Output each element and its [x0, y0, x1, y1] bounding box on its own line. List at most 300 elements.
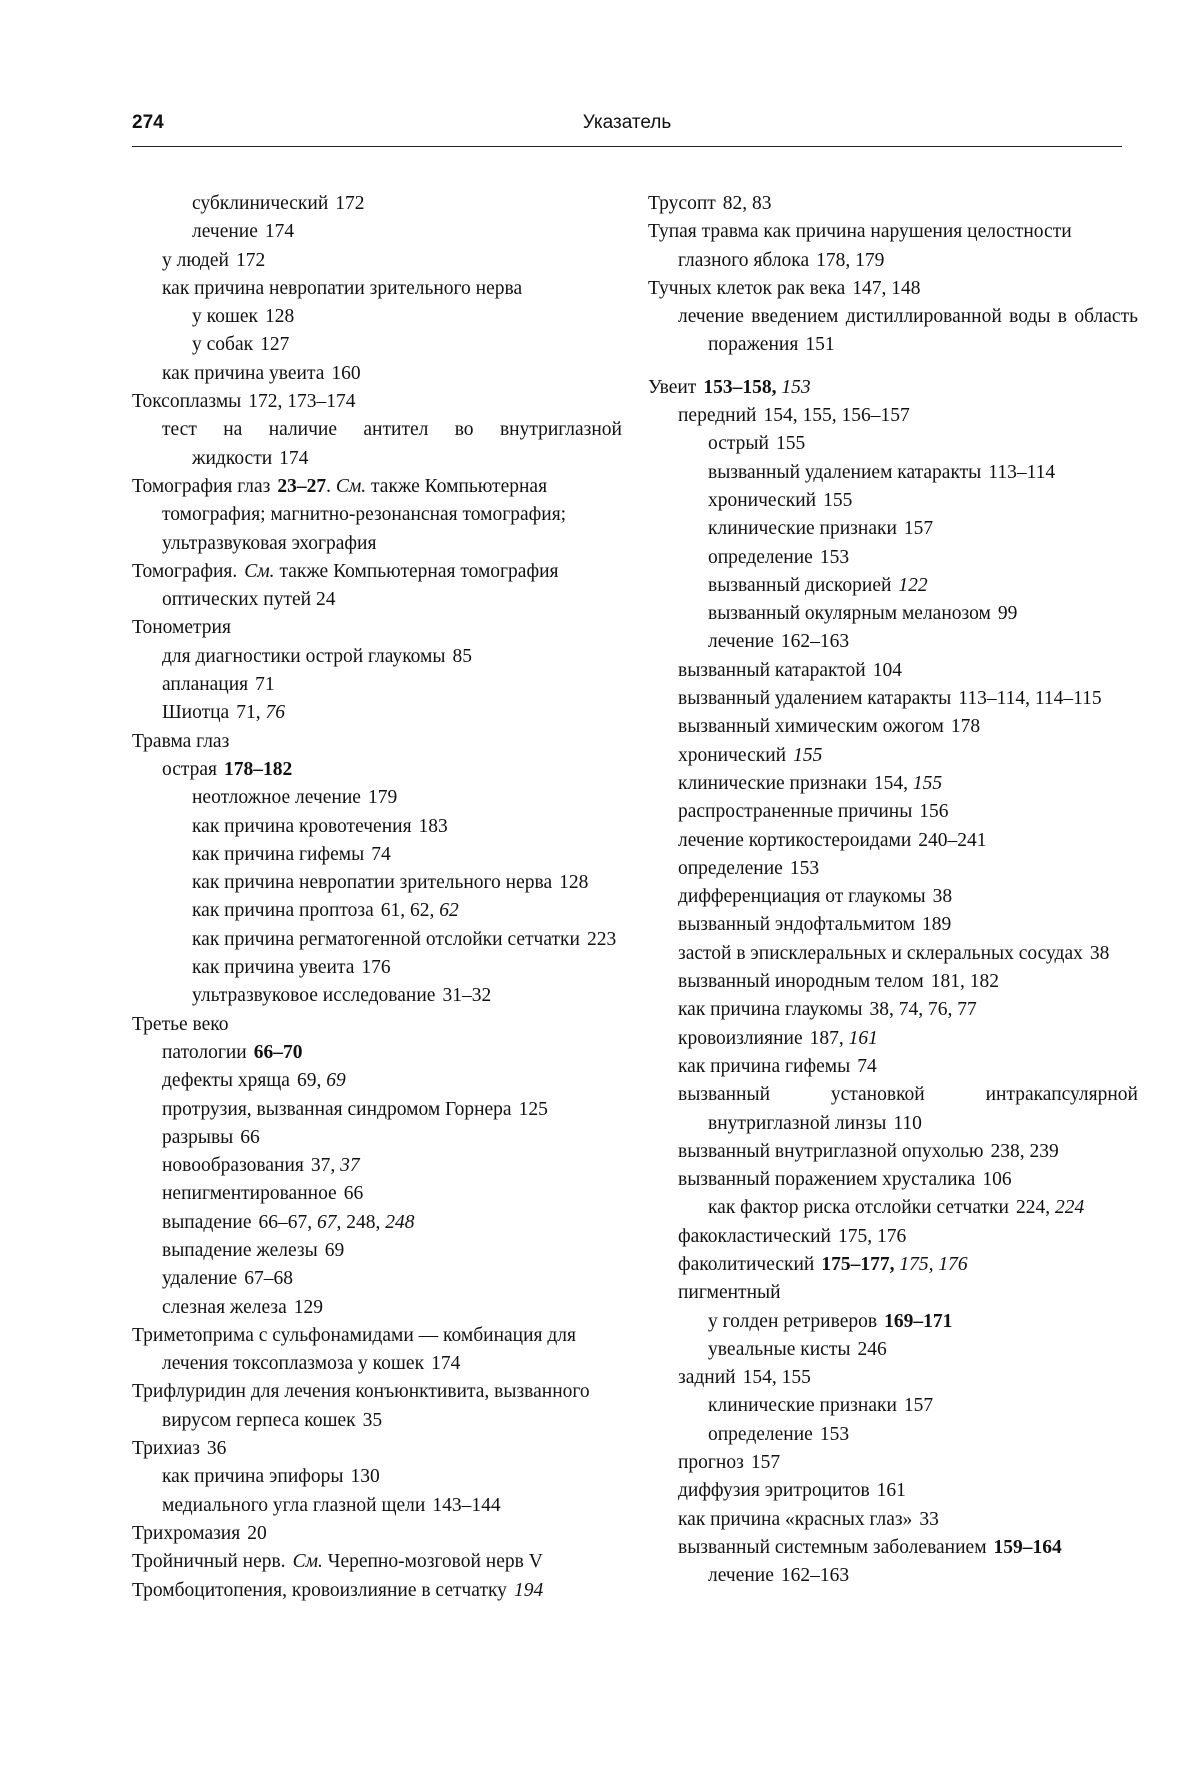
page-ref: 223 — [586, 928, 617, 950]
index-entry — [648, 883, 1138, 911]
page-ref: 178 — [950, 716, 981, 738]
page-ref: 155 — [823, 489, 853, 511]
index-entry — [648, 1477, 1138, 1505]
page-ref: 153–158, — [703, 376, 777, 398]
page-references — [519, 1099, 548, 1120]
index-entry — [132, 1124, 622, 1152]
index-term: Увеит — [648, 376, 697, 398]
page-references — [255, 674, 275, 695]
index-term: как причина невропатии зрительного нерва — [162, 277, 523, 299]
index-term: вызванный внутриглазной опухолью — [678, 1140, 984, 1162]
page-ref: 151 — [805, 334, 835, 356]
index-entry — [132, 1548, 622, 1576]
index-entry — [648, 402, 1138, 430]
index-entry — [132, 699, 622, 727]
page-references — [874, 773, 942, 794]
page-ref: 129 — [293, 1296, 324, 1318]
page-ref: 156 — [919, 801, 949, 823]
page-ref: 175, 176 — [899, 1253, 968, 1275]
page-ref: 69 — [326, 1070, 346, 1092]
page-ref: 127 — [260, 334, 290, 356]
index-term: Тучных клеток рак века — [648, 277, 846, 299]
page-references — [982, 1169, 1011, 1190]
page-references — [351, 1466, 380, 1487]
index-term: распространенные причины — [678, 801, 913, 823]
page-references — [325, 1240, 345, 1261]
page-references — [703, 377, 810, 398]
index-term: как причина кровотечения — [192, 815, 412, 837]
page-ref: 37 — [340, 1155, 360, 1177]
page-ref: 67 — [317, 1211, 337, 1233]
index-term: Тупая травма как причина нарушения целостности глазного яблока — [648, 221, 1072, 271]
index-term: патологии — [162, 1041, 247, 1063]
page-references — [368, 787, 397, 808]
index-term: застой в эписклеральных и склеральных сосудах — [678, 942, 1083, 964]
index-entry — [648, 1562, 1138, 1590]
index-entry — [648, 1025, 1138, 1053]
page-ref: 74 — [857, 1055, 877, 1077]
page-references — [559, 872, 588, 893]
page-ref: 246 — [857, 1338, 887, 1360]
page-references — [371, 844, 391, 865]
page-ref: 153 — [789, 857, 820, 879]
index-entry — [132, 982, 622, 1010]
page-references — [297, 1070, 346, 1091]
page-ref: 174 — [279, 447, 309, 469]
page-references — [838, 1226, 906, 1247]
index-term: кровоизлияние — [678, 1027, 803, 1049]
index-term: вызванный удалением катаракты — [708, 461, 982, 483]
page-ref: 178, 179 — [816, 249, 885, 271]
index-term: Триметоприма с сульфонамидами — комбинация для лечения токсоплазмоза у кошек — [132, 1324, 577, 1375]
page-references — [805, 334, 834, 355]
index-term: Трихиаз — [132, 1438, 200, 1460]
page-references — [898, 575, 927, 596]
page-references — [904, 518, 933, 539]
page-references — [265, 306, 294, 327]
index-entry — [648, 742, 1138, 770]
page-ref: 183 — [418, 815, 448, 837]
section-gap — [648, 360, 1138, 374]
page-ref: 128 — [559, 872, 589, 894]
index-term: Травма глаз — [132, 730, 230, 752]
page-ref: , 248, — [336, 1211, 386, 1233]
index-entry — [132, 1067, 622, 1095]
page-ref: 189 — [921, 914, 952, 936]
index-term: тест на наличие антител во внутриглазной жидкости — [162, 419, 622, 469]
index-entry — [648, 430, 1138, 458]
index-entry — [132, 190, 622, 218]
index-term: острая — [162, 758, 218, 780]
page-ref: 66 — [343, 1183, 364, 1205]
page-ref: См. — [292, 1551, 323, 1573]
page-references — [751, 1452, 780, 1473]
index-entry — [648, 1081, 1138, 1138]
page-references — [259, 1212, 415, 1233]
index-term: определение — [708, 1423, 813, 1445]
index-entry — [132, 1577, 622, 1605]
index-term: ультразвуковое исследование — [192, 985, 436, 1007]
index-entry — [132, 275, 622, 303]
index-entry — [648, 1449, 1138, 1477]
index-term: как причина увеита — [192, 957, 355, 979]
index-term: вызванный поражением хрусталика — [678, 1169, 976, 1191]
page-ref: 172, 173–174 — [248, 391, 356, 413]
index-term: апланация — [162, 674, 249, 696]
page-ref: 154, 155, 156–157 — [763, 405, 910, 427]
page-ref: 74 — [371, 843, 391, 865]
page-references — [857, 1339, 886, 1360]
page-ref: 187, — [809, 1027, 849, 1049]
index-entry — [648, 1364, 1138, 1392]
index-term: острый — [708, 433, 769, 455]
page-ref: 66 — [240, 1126, 260, 1148]
index-term: новообразования — [162, 1155, 304, 1177]
page-ref: 23–27 — [277, 475, 327, 497]
page-ref: 36 — [206, 1438, 227, 1460]
index-term: как причина «красных глаз» — [678, 1508, 913, 1530]
page-references — [820, 547, 849, 568]
page-ref: 38 — [1089, 942, 1110, 964]
page-references — [224, 759, 292, 780]
page-ref: 61, 62, — [380, 900, 440, 922]
index-term: лечение — [708, 631, 774, 653]
page-references — [587, 929, 616, 950]
index-term: для диагностики острой глаукомы — [162, 645, 446, 667]
page-ref: 161 — [876, 1480, 906, 1502]
page-references — [877, 1480, 906, 1501]
page-references — [958, 688, 1101, 709]
page-ref: 238, 239 — [990, 1140, 1059, 1162]
index-term: у кошек — [192, 306, 259, 328]
page-references — [244, 1268, 293, 1289]
index-term: неотложное лечение — [192, 787, 361, 809]
index-entry — [648, 1421, 1138, 1449]
page-ref: 181, 182 — [930, 971, 1000, 993]
page-ref: 38 — [932, 886, 953, 908]
page-references — [990, 1141, 1058, 1162]
index-term: как причина невропатии зрительного нерва — [192, 872, 553, 894]
index-entry — [648, 1166, 1138, 1194]
page-ref: 122 — [898, 574, 928, 596]
page-ref: 172 — [335, 193, 365, 214]
index-term: определение — [708, 546, 813, 568]
index-entry — [648, 544, 1138, 572]
index-entry — [132, 671, 622, 699]
index-term: удаление — [162, 1268, 238, 1290]
page-references — [904, 1395, 933, 1416]
index-term: как причина гифемы — [192, 843, 365, 865]
page-ref: 169–171 — [884, 1310, 953, 1332]
page-ref: См. — [244, 560, 275, 582]
page-references — [793, 745, 822, 766]
index-entry — [132, 1237, 622, 1265]
page-references — [248, 391, 355, 412]
index-term: вызванный установкой интракапсулярной внутриглазной линзы — [678, 1084, 1138, 1134]
page-ref: 128 — [265, 306, 295, 328]
page-references — [442, 985, 491, 1006]
page-references — [331, 363, 360, 384]
index-entry — [648, 798, 1138, 826]
page-ref: 99 — [997, 603, 1018, 625]
page-references — [293, 1551, 543, 1572]
index-entry — [648, 1392, 1138, 1420]
running-title: Указатель — [582, 112, 672, 133]
page-header — [132, 110, 1122, 147]
page-ref: 110 — [893, 1112, 922, 1134]
page-ref: 157 — [750, 1452, 781, 1474]
page-references — [279, 448, 308, 469]
index-entry — [132, 1039, 622, 1067]
index-term: Трифлуридин для лечения конъюнктивита, вызванного вирусом герпеса кошек — [132, 1381, 590, 1431]
page-references — [919, 1509, 939, 1530]
index-entry — [132, 897, 622, 925]
index-entry — [132, 1180, 622, 1208]
index-term: Томография глаз — [132, 475, 271, 497]
page-ref: 154, — [873, 772, 913, 794]
index-term: вызванный катарактой — [678, 659, 866, 681]
page-references — [361, 957, 390, 978]
index-term: Шиотца — [162, 702, 230, 724]
page-ref: 162–163 — [780, 631, 850, 653]
index-term: непигментированное — [162, 1183, 337, 1205]
index-column-left — [132, 190, 622, 1605]
page-references — [763, 405, 909, 426]
index-term: как причина глаукомы — [678, 999, 863, 1021]
page-references — [254, 1042, 303, 1063]
page-ref: 175–177, — [821, 1253, 895, 1275]
page-references — [857, 1056, 877, 1077]
index-term: как фактор риска отслойки сетчатки — [708, 1197, 1009, 1219]
index-term: разрывы — [162, 1126, 234, 1148]
page-ref: Черепно-мозговой нерв V — [322, 1551, 543, 1573]
index-term: дефекты хряща — [162, 1070, 290, 1092]
index-term: вызванный эндофтальмитом — [678, 914, 915, 936]
index-term: хронический — [708, 489, 817, 511]
index-entry — [132, 1520, 622, 1548]
index-entry — [648, 218, 1138, 275]
page-ref: 67–68 — [244, 1268, 293, 1290]
page-references — [1016, 1197, 1084, 1218]
index-term: слезная железа — [162, 1296, 287, 1318]
page-ref: 66–67, — [258, 1211, 318, 1233]
index-entry — [132, 926, 622, 954]
index-entry — [648, 1534, 1138, 1562]
index-entry — [648, 996, 1138, 1024]
index-term: вызванный окулярным меланозом — [708, 603, 991, 625]
page-ref: 155 — [912, 772, 943, 794]
page-ref: См. — [335, 475, 367, 497]
page-ref: 113–114, 114–115 — [958, 688, 1102, 710]
index-entry — [132, 813, 622, 841]
page-references — [265, 221, 294, 242]
page-references — [918, 830, 986, 851]
index-entry — [648, 190, 1138, 218]
page-references — [381, 900, 459, 921]
page-references — [922, 914, 951, 935]
page-ref: 178–182 — [224, 758, 293, 780]
index-term: Томография. — [132, 560, 238, 582]
index-entry — [132, 841, 622, 869]
index-term: вызванный удалением катаракты — [678, 688, 952, 710]
page-references — [236, 250, 265, 271]
page-ref: 35 — [362, 1409, 383, 1431]
page-references — [294, 1297, 323, 1318]
page-references — [810, 1028, 878, 1049]
page-references — [723, 193, 772, 214]
index-term: как причина проптоза — [192, 900, 374, 922]
page-ref: 153 — [819, 546, 850, 568]
index-term: клинические признаки — [678, 772, 867, 794]
index-entry — [132, 643, 622, 671]
index-term: как причина увеита — [162, 362, 325, 384]
index-entry — [132, 784, 622, 812]
index-entry — [132, 1378, 622, 1435]
index-entry — [648, 1138, 1138, 1166]
index-entry — [132, 388, 622, 416]
page-references — [207, 1438, 227, 1459]
index-entry — [648, 628, 1138, 656]
index-term: как причина эпифоры — [162, 1466, 344, 1488]
page-references — [514, 1580, 543, 1601]
page-ref: 224 — [1054, 1197, 1085, 1219]
index-term: клинические признаки — [708, 1395, 897, 1417]
page-references — [873, 660, 902, 681]
index-entry — [648, 487, 1138, 515]
index-entry — [132, 331, 622, 359]
index-term: определение — [678, 857, 783, 879]
index-entry — [132, 218, 622, 246]
index-term: как причина регматогенной отслойки сетчатки — [192, 928, 580, 950]
index-entry — [132, 360, 622, 388]
page-references — [998, 603, 1018, 624]
page-references — [931, 971, 999, 992]
index-entry — [132, 247, 622, 275]
index-term: лечение — [708, 1565, 774, 1587]
index-entry — [132, 1011, 622, 1039]
page-references — [776, 433, 805, 454]
index-entry — [132, 728, 622, 756]
page-ref: 248 — [385, 1211, 415, 1233]
index-entry — [648, 572, 1138, 600]
index-entry — [132, 1463, 622, 1491]
page-ref: 160 — [331, 362, 361, 384]
page-references — [781, 631, 849, 652]
index-term: увеальные кисты — [708, 1338, 851, 1360]
page-ref: 157 — [903, 1395, 934, 1417]
index-term: факолитический — [678, 1253, 815, 1275]
index-term: субклинический — [192, 193, 329, 214]
page-references — [884, 1311, 952, 1332]
page-ref: 104 — [872, 659, 902, 681]
page-references — [311, 1155, 360, 1176]
index-term: хронический — [678, 744, 787, 766]
page-references — [919, 801, 948, 822]
page-references — [344, 1183, 364, 1204]
index-term: вызванный системным заболеванием — [678, 1536, 987, 1558]
page-ref: также Компьютерная томография; магнитно-резонансная томография; ультразвуковая эхография — [162, 475, 567, 554]
index-entry — [648, 911, 1138, 939]
index-entry — [648, 374, 1138, 402]
index-term: клинические признаки — [708, 518, 897, 540]
index-entry — [648, 1308, 1138, 1336]
index-entry — [132, 1435, 622, 1463]
index-entry — [132, 1294, 622, 1322]
index-column-right — [648, 190, 1138, 1591]
index-term: Третье веко — [132, 1013, 229, 1035]
index-term: выпадение — [162, 1211, 252, 1233]
index-term: прогноз — [678, 1452, 744, 1474]
page-references — [821, 1254, 967, 1275]
page-references — [431, 1353, 460, 1374]
page-ref: 106 — [982, 1169, 1012, 1191]
page-references — [781, 1565, 849, 1586]
index-entry — [648, 827, 1138, 855]
index-term: как причина гифемы — [678, 1055, 851, 1077]
index-entry — [132, 954, 622, 982]
index-term: дифференциация от глаукомы — [678, 886, 926, 908]
index-entry — [132, 1492, 622, 1520]
page-ref: 162–163 — [780, 1565, 850, 1587]
page-ref: 155 — [793, 744, 823, 766]
index-entry — [132, 1209, 622, 1237]
page-ref: 194 — [513, 1579, 544, 1601]
index-term: Тонометрия — [132, 617, 231, 639]
page-ref: 20 — [247, 1522, 267, 1544]
index-entry — [648, 1506, 1138, 1534]
page-ref: 155 — [775, 433, 806, 455]
index-entry — [648, 1251, 1138, 1279]
index-entry — [648, 1053, 1138, 1081]
page-ref: 240–241 — [918, 829, 987, 851]
page-ref: 143–144 — [432, 1494, 501, 1516]
index-entry — [648, 940, 1138, 968]
index-term: задний — [678, 1367, 736, 1389]
page-ref: . — [326, 475, 336, 497]
index-entry — [648, 855, 1138, 883]
page-ref: 224, — [1015, 1197, 1055, 1219]
page-ref: 153 — [781, 376, 811, 398]
page-references — [994, 1537, 1062, 1558]
page-references — [869, 999, 976, 1020]
index-entry — [648, 303, 1138, 360]
index-entry — [648, 515, 1138, 543]
page-references — [933, 886, 953, 907]
page-ref: 176 — [361, 957, 391, 979]
page-ref: 38, 74, 76, 77 — [869, 999, 977, 1021]
page-ref: 125 — [518, 1098, 548, 1120]
page-references — [951, 716, 980, 737]
index-entry — [648, 459, 1138, 487]
page-ref: 71, — [236, 702, 266, 724]
index-term: медиального угла глазной щели — [162, 1494, 426, 1516]
index-entry — [132, 303, 622, 331]
page-references — [790, 858, 819, 879]
page-ref: 82, 83 — [722, 193, 772, 214]
index-term: Тройничный нерв. — [132, 1551, 286, 1573]
page-ref: 33 — [919, 1508, 939, 1530]
page-ref: также Компьютерная томография оптических путей 24 — [162, 560, 559, 611]
page-ref: 161 — [848, 1027, 878, 1049]
index-term: лечение кортикостероидами — [678, 829, 912, 851]
index-term: у людей — [162, 249, 229, 271]
index-term: Тромбоцитопения, кровоизлияние в сетчатку — [132, 1579, 507, 1601]
index-entry — [648, 657, 1138, 685]
page-ref: 31–32 — [442, 985, 492, 1007]
index-entry — [648, 1336, 1138, 1364]
page-references — [363, 1410, 383, 1431]
page-ref: 179 — [367, 787, 398, 809]
